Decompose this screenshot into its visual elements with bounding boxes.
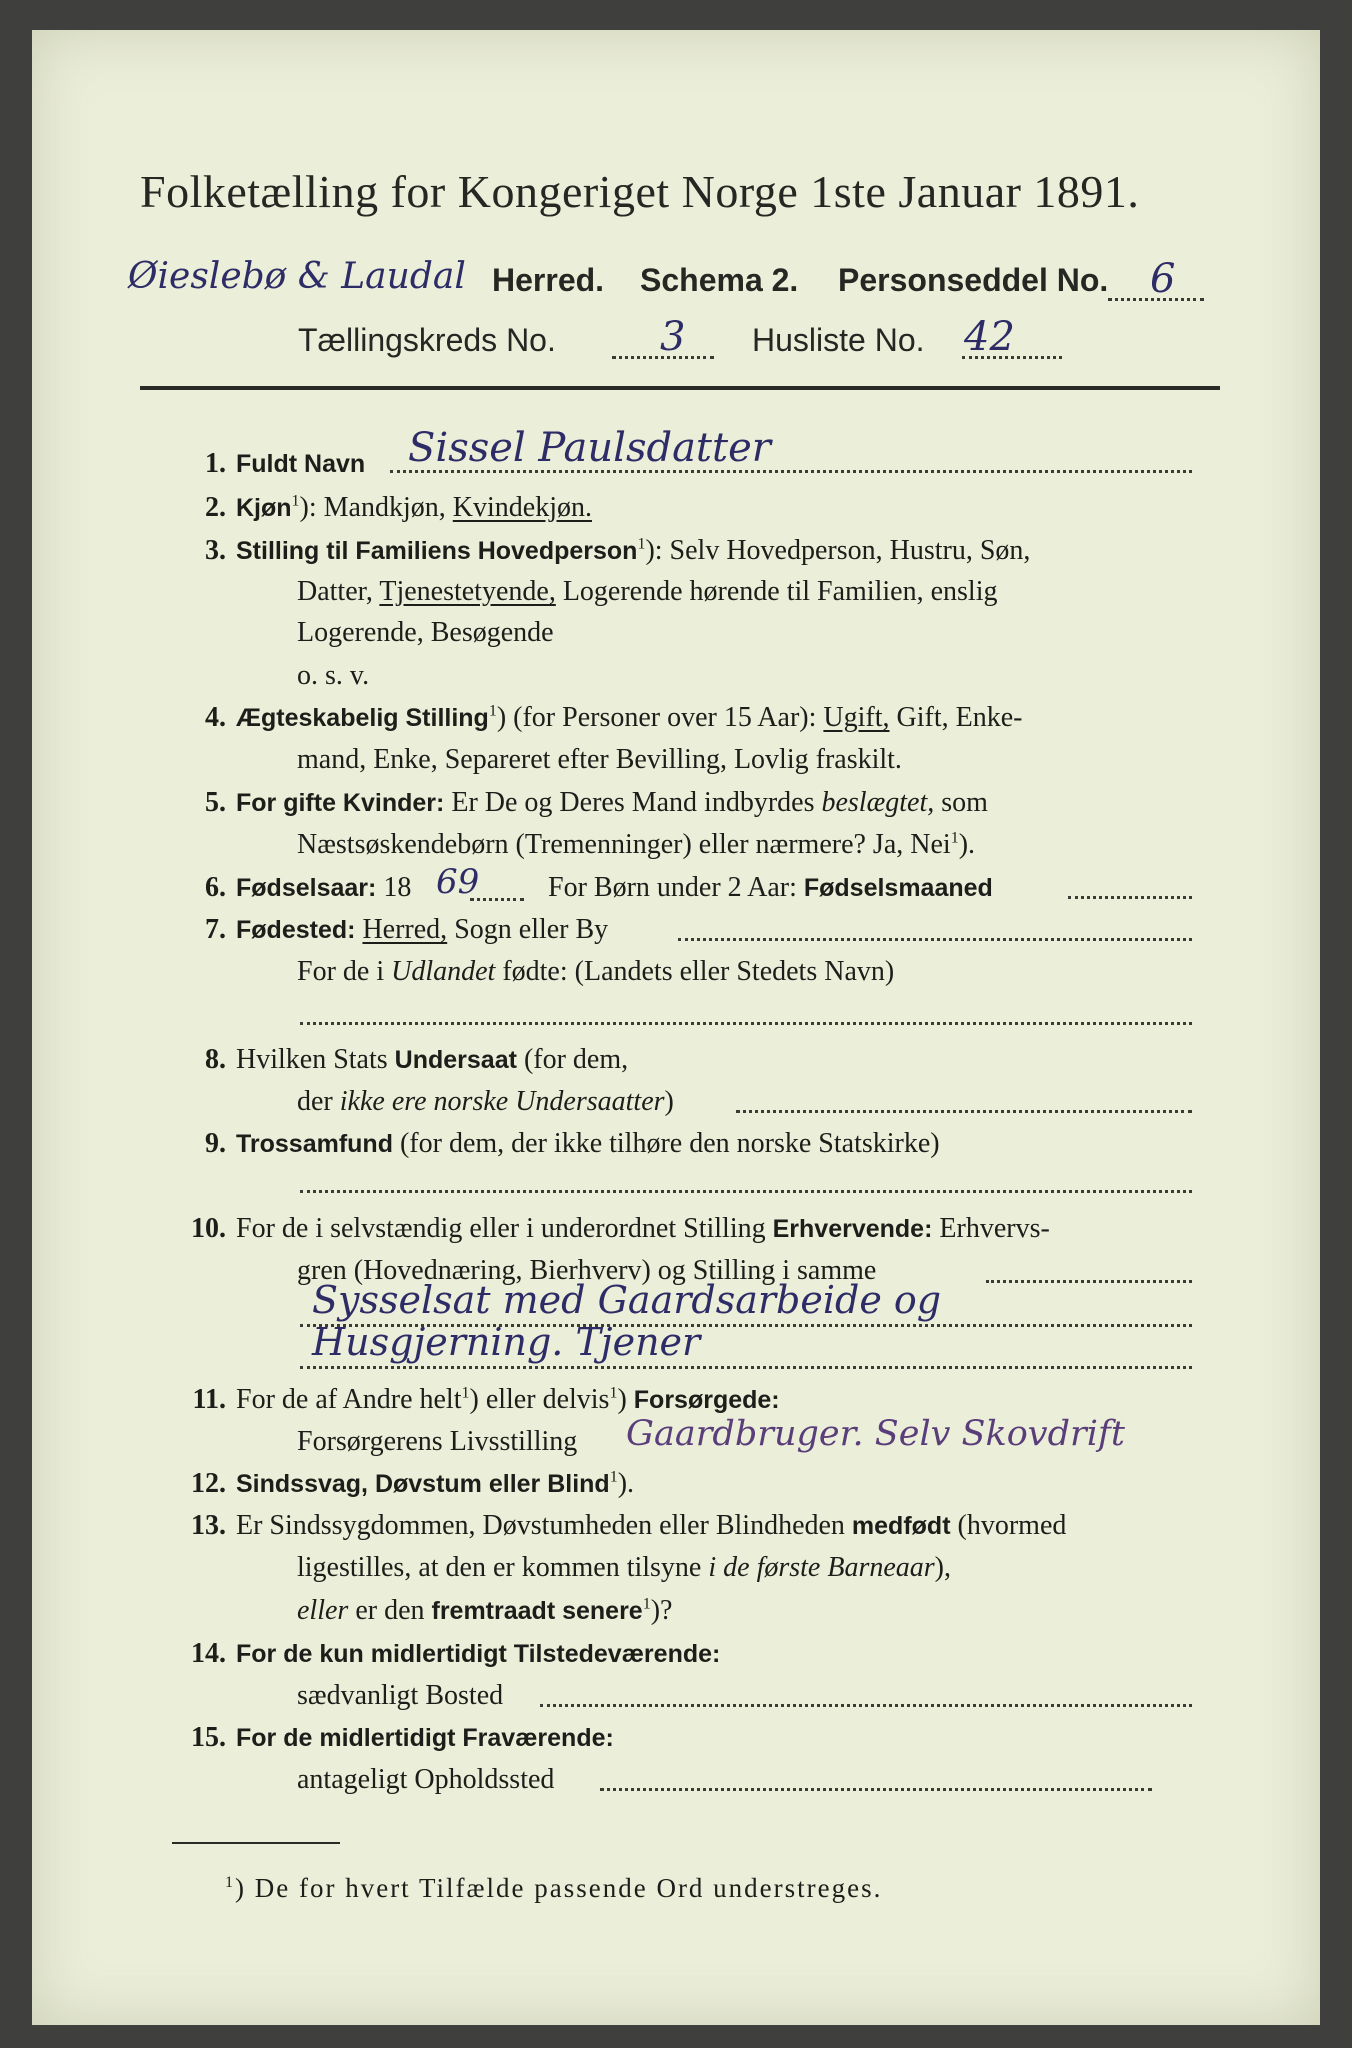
item-5-line1-a: Er De og Deres Mand indbyrdes: [444, 787, 822, 818]
item-10-line1-b: Erhvervs-: [932, 1213, 1050, 1244]
item-6-number: 6.: [205, 872, 226, 903]
husliste-value: 42: [964, 314, 1015, 360]
footnote: [225, 1873, 882, 1904]
item-5-line1-b: som: [934, 787, 988, 818]
item-13-line1-a: Er Sindssygdommen, Døvstumheden eller Blindheden: [236, 1510, 852, 1541]
item-13-line1-b: (hvormed: [950, 1510, 1067, 1541]
item-8-dots: [736, 1110, 1192, 1113]
item-8-line1: [236, 1044, 628, 1076]
item-5-line2-end: ).: [958, 829, 976, 860]
item-14-number: 14.: [191, 1638, 226, 1669]
item-7-blank-dots: [300, 1022, 1192, 1025]
item-11-answer: Gaardbruger. Selv Skovdrift: [626, 1414, 1125, 1454]
item-9-number: 9.: [205, 1128, 226, 1159]
item-5-sup: 1: [950, 829, 959, 847]
item-7-number: 7.: [205, 914, 226, 945]
item-2-line: [236, 492, 592, 524]
item-11-line1-b: ) eller delvis: [469, 1384, 610, 1415]
item-6-label-b: Fødselsmaaned: [803, 874, 993, 902]
personseddel-label: Personseddel No.: [838, 262, 1109, 298]
item-9-label: Trossamfund: [236, 1130, 393, 1158]
item-13-number: 13.: [191, 1510, 226, 1541]
item-6-label: Fødselsaar:: [236, 874, 377, 902]
item-3-line2-b: Logerende hørende til Familien, enslig: [555, 576, 998, 607]
item-11-sup-b: 1: [609, 1384, 618, 1402]
item-6-part-b: [548, 872, 993, 904]
item-4-line1-a: ) (for Personer over 15 Aar):: [496, 702, 824, 733]
item-13-label-b: fremtraadt senere: [431, 1597, 643, 1625]
item-6-year-hand: 69: [436, 862, 480, 902]
item-8-number: 8.: [205, 1044, 226, 1075]
item-4-label: Ægteskabelig Stilling: [236, 704, 489, 732]
item-6-text-b: For Børn under 2 Aar:: [548, 872, 804, 903]
item-5-line2: [297, 829, 975, 861]
item-5-line2-text: Næstsøskendebørn (Tremenninger) eller nærmere? Ja, Nei: [297, 829, 951, 860]
item-13-line3-italic: eller: [297, 1595, 349, 1626]
item-1-label: Fuldt Navn: [236, 450, 366, 478]
item-3-number: 3.: [205, 535, 226, 566]
header-rule: [140, 386, 1220, 390]
item-4-line2: mand, Enke, Separeret efter Bevilling, Lovlig fraskilt.: [297, 744, 902, 775]
item-15-dots: [600, 1788, 1152, 1791]
item-6-year-dots: [470, 898, 524, 901]
item-10-line2: gren (Hovednæring, Bierhverv) og Stilling i samme: [297, 1255, 877, 1286]
item-4-number: 4.: [205, 702, 226, 733]
item-13-line3: [297, 1595, 672, 1627]
personseddel-value: 6: [1150, 256, 1176, 302]
husliste-label: Husliste No.: [752, 322, 925, 358]
item-13-line1: [236, 1510, 1066, 1542]
item-11-line2: Forsørgerens Livsstilling: [297, 1426, 578, 1457]
footnote-sup: 1: [225, 1874, 235, 1891]
item-7-label: Fødested:: [236, 916, 356, 944]
item-8-line2: [297, 1086, 674, 1118]
item-12-number: 12.: [191, 1468, 226, 1499]
footnote-text: ) De for hvert Tilfælde passende Ord understreges.: [235, 1873, 883, 1903]
item-7-dots: [678, 938, 1192, 941]
item-10-line2-dots: [986, 1280, 1192, 1283]
item-5-number: 5.: [205, 787, 226, 818]
item-12-end: ).: [617, 1468, 635, 1499]
item-1-dots: [390, 470, 1192, 473]
item-7-line2-a: For de i: [297, 956, 392, 987]
form-title: Folketælling for Kongeriget Norge 1ste Januar 1891.: [140, 166, 1140, 217]
item-3-label: Stilling til Familiens Hovedperson: [236, 537, 638, 565]
item-9-line: [236, 1128, 940, 1160]
item-3-line4: o. s. v.: [297, 660, 370, 691]
item-13-line3-end: )?: [650, 1595, 673, 1626]
item-13-sup: 1: [642, 1595, 651, 1613]
item-5-label: For gifte Kvinder:: [236, 789, 445, 817]
herred-handwritten: Øieslebø & Laudal: [128, 256, 466, 297]
item-7-line1: [236, 914, 608, 946]
item-4-line1: [236, 702, 1022, 734]
item-1-answer: Sissel Paulsdatter: [408, 425, 771, 471]
herred-label: Herred.: [492, 262, 605, 298]
item-2-sup: 1: [291, 492, 300, 510]
item-3-line3: Logerende, Besøgende: [297, 617, 554, 648]
item-4-sup: 1: [488, 702, 497, 720]
item-11-line1-a: For de af Andre helt: [236, 1384, 462, 1415]
item-3-line2: [297, 576, 997, 608]
item-12-label: Sindssvag, Døvstum eller Blind: [236, 1470, 610, 1498]
item-13-line2-italic: i de første Barneaar: [708, 1552, 935, 1583]
item-11-number: 11.: [192, 1384, 226, 1415]
item-1-number: 1.: [205, 448, 226, 479]
item-12-line: [236, 1468, 634, 1500]
item-13-line2-a: ligestilles, at den er kommen tilsyne: [297, 1552, 709, 1583]
item-10-answer-1: Sysselsat med Gaardsarbeide og: [312, 1278, 942, 1322]
item-7-line2-italic: Udlandet: [391, 956, 496, 987]
item-6-dots: [1068, 896, 1192, 899]
item-14-dots: [540, 1704, 1192, 1707]
item-4-underlined: Ugift,: [823, 702, 890, 733]
schema-label: Schema 2.: [640, 262, 799, 298]
footnote-rule: [172, 1842, 340, 1844]
item-3-line2-underlined: Tjenestetyende,: [379, 576, 556, 607]
item-9-text: (for dem, der ikke tilhøre den norske Statskirke): [392, 1128, 940, 1159]
item-6-year-prefix: 18: [383, 872, 412, 903]
item-2-underlined: Kvindekjøn.: [452, 492, 592, 523]
item-8-line2-a: der: [297, 1086, 340, 1117]
taellingskreds-value: 3: [660, 314, 686, 360]
item-11-label: Forsørgede:: [633, 1386, 780, 1414]
item-5-line1: [236, 787, 988, 819]
item-13-label: medfødt: [851, 1512, 951, 1540]
item-8-line2-b: ): [664, 1086, 674, 1117]
item-7-line2-b: fødte: (Landets eller Stedets Navn): [495, 956, 895, 987]
item-8-line1-a: Hvilken Stats: [236, 1044, 395, 1075]
item-15-label: For de midlertidigt Fraværende:: [236, 1724, 614, 1752]
item-11-line1: [236, 1384, 780, 1416]
item-3-line2-a: Datter,: [297, 576, 380, 607]
item-10-line1-a: For de i selvstændig eller i underordnet Stilling: [236, 1213, 773, 1244]
item-2-number: 2.: [205, 492, 226, 523]
item-10-answer-2: Husgjerning. Tjener: [312, 1320, 701, 1364]
item-8-label: Undersaat: [394, 1046, 517, 1074]
item-14-line2: sædvanligt Bosted: [297, 1680, 504, 1711]
item-6-line: [236, 872, 411, 904]
item-4-line1-b: Gift, Enke-: [889, 702, 1023, 733]
item-9-dots: [300, 1190, 1192, 1193]
item-2-label: Kjøn: [236, 494, 292, 522]
item-5-line1-italic: beslægtet,: [821, 787, 935, 818]
item-8-line2-italic: ikke ere norske Undersaatter: [339, 1086, 665, 1117]
item-15-line2: antageligt Opholdssted: [297, 1764, 555, 1795]
item-10-label: Erhvervende:: [772, 1215, 933, 1243]
taellingskreds-label: Tællingskreds No.: [298, 322, 556, 358]
item-7-underlined: Herred,: [362, 914, 448, 945]
item-2-text: ): Mandkjøn,: [299, 492, 453, 523]
item-15-number: 15.: [191, 1722, 226, 1753]
item-11-line1-c: ): [617, 1384, 634, 1415]
item-10-number: 10.: [191, 1213, 226, 1244]
item-10-answer-2-dots: [300, 1366, 1192, 1369]
item-3-sup: 1: [637, 535, 646, 553]
item-12-sup: 1: [609, 1468, 618, 1486]
item-14-label: For de kun midlertidigt Tilstedeværende:: [236, 1640, 721, 1668]
item-8-line1-b: (for dem,: [516, 1044, 629, 1075]
item-3-line1: [236, 535, 1030, 567]
item-3-line1-rest: ): Selv Hovedperson, Hustru, Søn,: [645, 535, 1031, 566]
item-10-line1: [236, 1213, 1050, 1245]
item-13-line3-a: er den: [348, 1595, 432, 1626]
item-13-line2: [297, 1552, 951, 1584]
item-7-line2: [297, 956, 894, 988]
item-13-line2-b: ),: [934, 1552, 951, 1583]
item-7-text: Sogn eller By: [447, 914, 609, 945]
item-11-sup-a: 1: [461, 1384, 470, 1402]
